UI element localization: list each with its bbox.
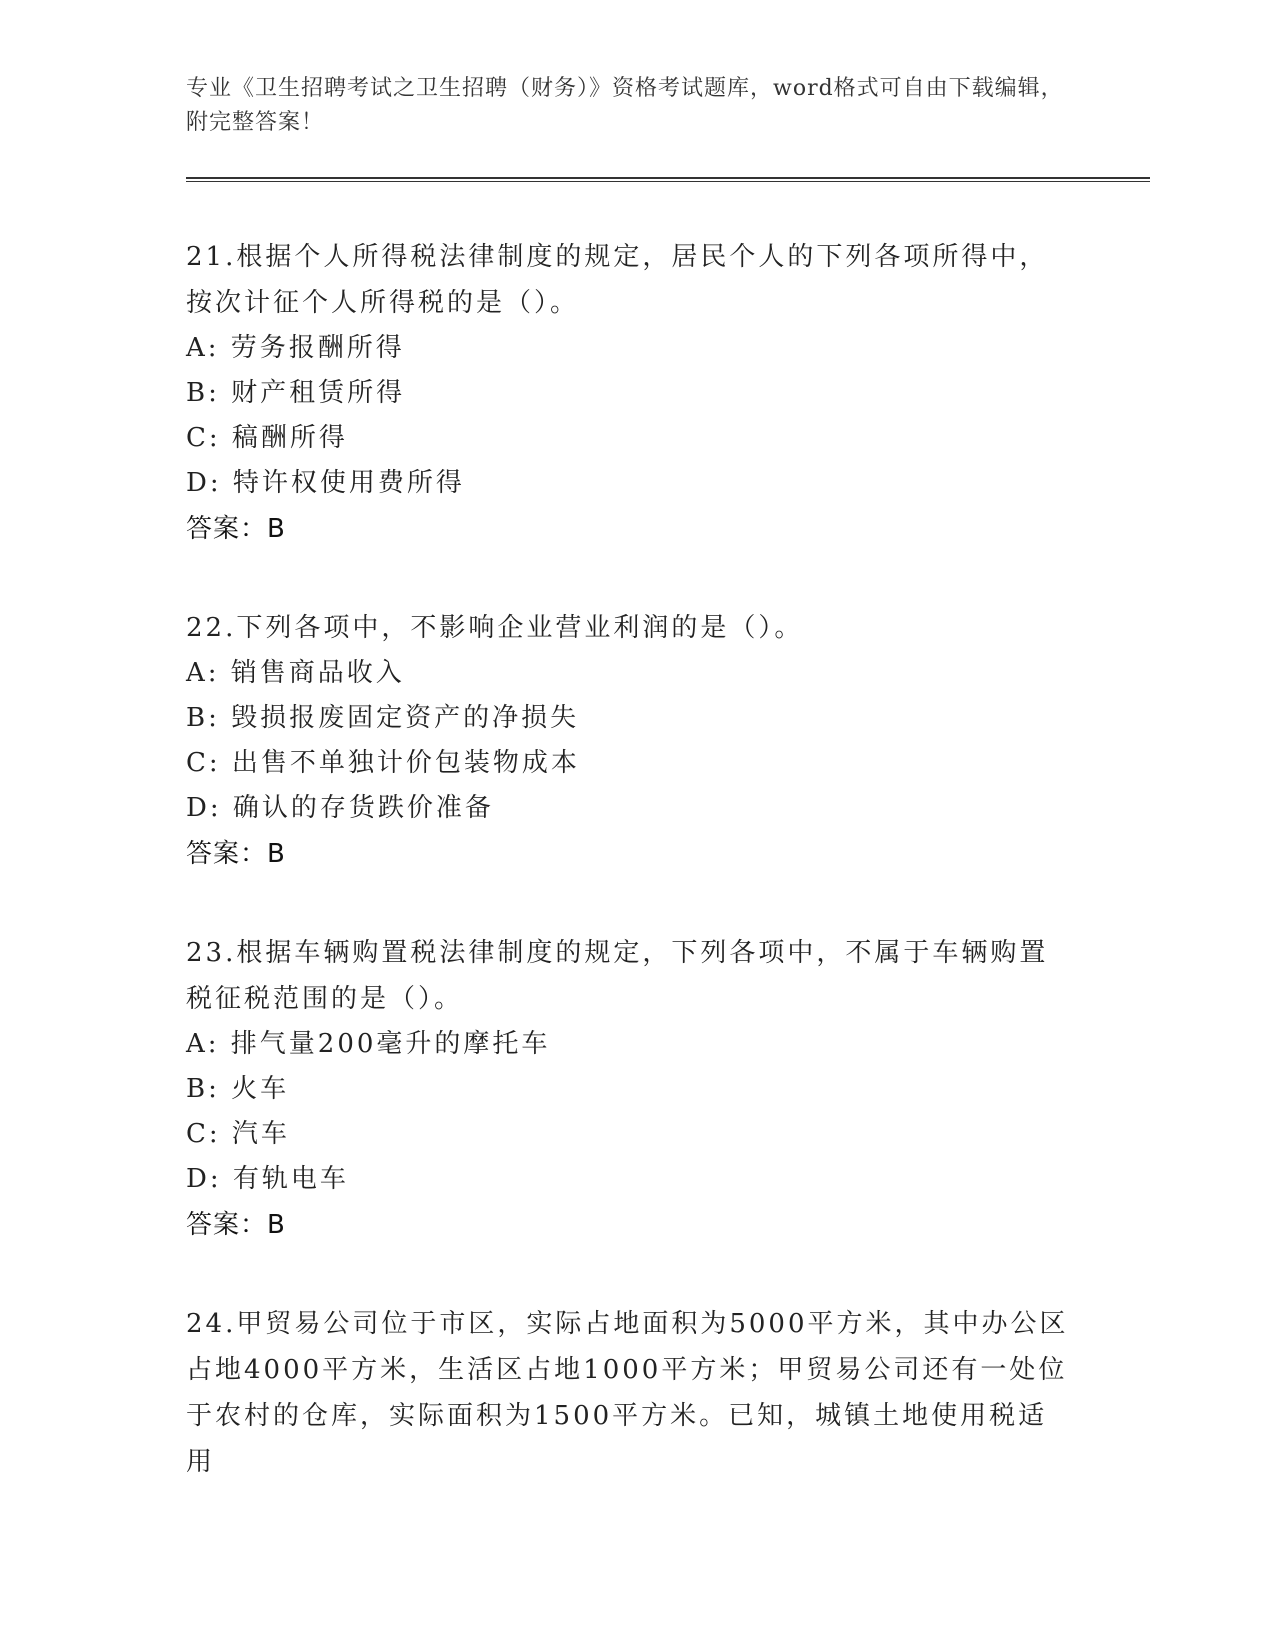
option-a: A: 销售商品收入 — [186, 658, 405, 688]
option-a: A: 劳务报酬所得 — [186, 333, 405, 363]
answer: 答案：B — [186, 514, 286, 544]
question-stem: 24.甲贸易公司位于市区，实际占地面积为5000平方米，其中办公区占地4000平方米，生活区占地1000平方米；甲贸易公司还有一处位于农村的仓库，实际面积为1500平方米。已知，城镇土地使用税适用 — [186, 1309, 1069, 1477]
option-a: A: 排气量200毫升的摩托车 — [186, 1029, 551, 1059]
option-c: C: 出售不单独计价包装物成本 — [186, 748, 580, 778]
option-c: C: 汽车 — [186, 1119, 290, 1149]
question-stem: 22.下列各项中，不影响企业营业利润的是（）。 — [186, 613, 804, 643]
question-list — [186, 234, 1076, 1538]
document-header: 专业《卫生招聘考试之卫生招聘（财务）》资格考试题库，word格式可自由下载编辑，附完整答案！ — [186, 76, 1064, 135]
option-c: C: 稿酬所得 — [186, 423, 348, 453]
option-b: B: 毁损报废固定资产的净损失 — [186, 703, 580, 733]
answer: 答案：B — [186, 839, 286, 869]
question-stem: 21.根据个人所得税法律制度的规定，居民个人的下列各项所得中，按次计征个人所得税的是（）。 — [186, 242, 1049, 318]
header-divider — [186, 177, 1150, 182]
option-d: D: 有轨电车 — [186, 1164, 349, 1194]
option-b: B: 财产租赁所得 — [186, 378, 406, 408]
question-21 — [186, 234, 1076, 552]
option-d: D: 特许权使用费所得 — [186, 468, 465, 498]
question-23 — [186, 930, 1076, 1248]
question-24 — [186, 1301, 1076, 1485]
answer: 答案：B — [186, 1210, 286, 1240]
option-b: B: 火车 — [186, 1074, 290, 1104]
option-d: D: 确认的存货跌价准备 — [186, 793, 494, 823]
question-22 — [186, 605, 1076, 877]
question-stem: 23.根据车辆购置税法律制度的规定，下列各项中，不属于车辆购置税征税范围的是（）。 — [186, 938, 1049, 1014]
